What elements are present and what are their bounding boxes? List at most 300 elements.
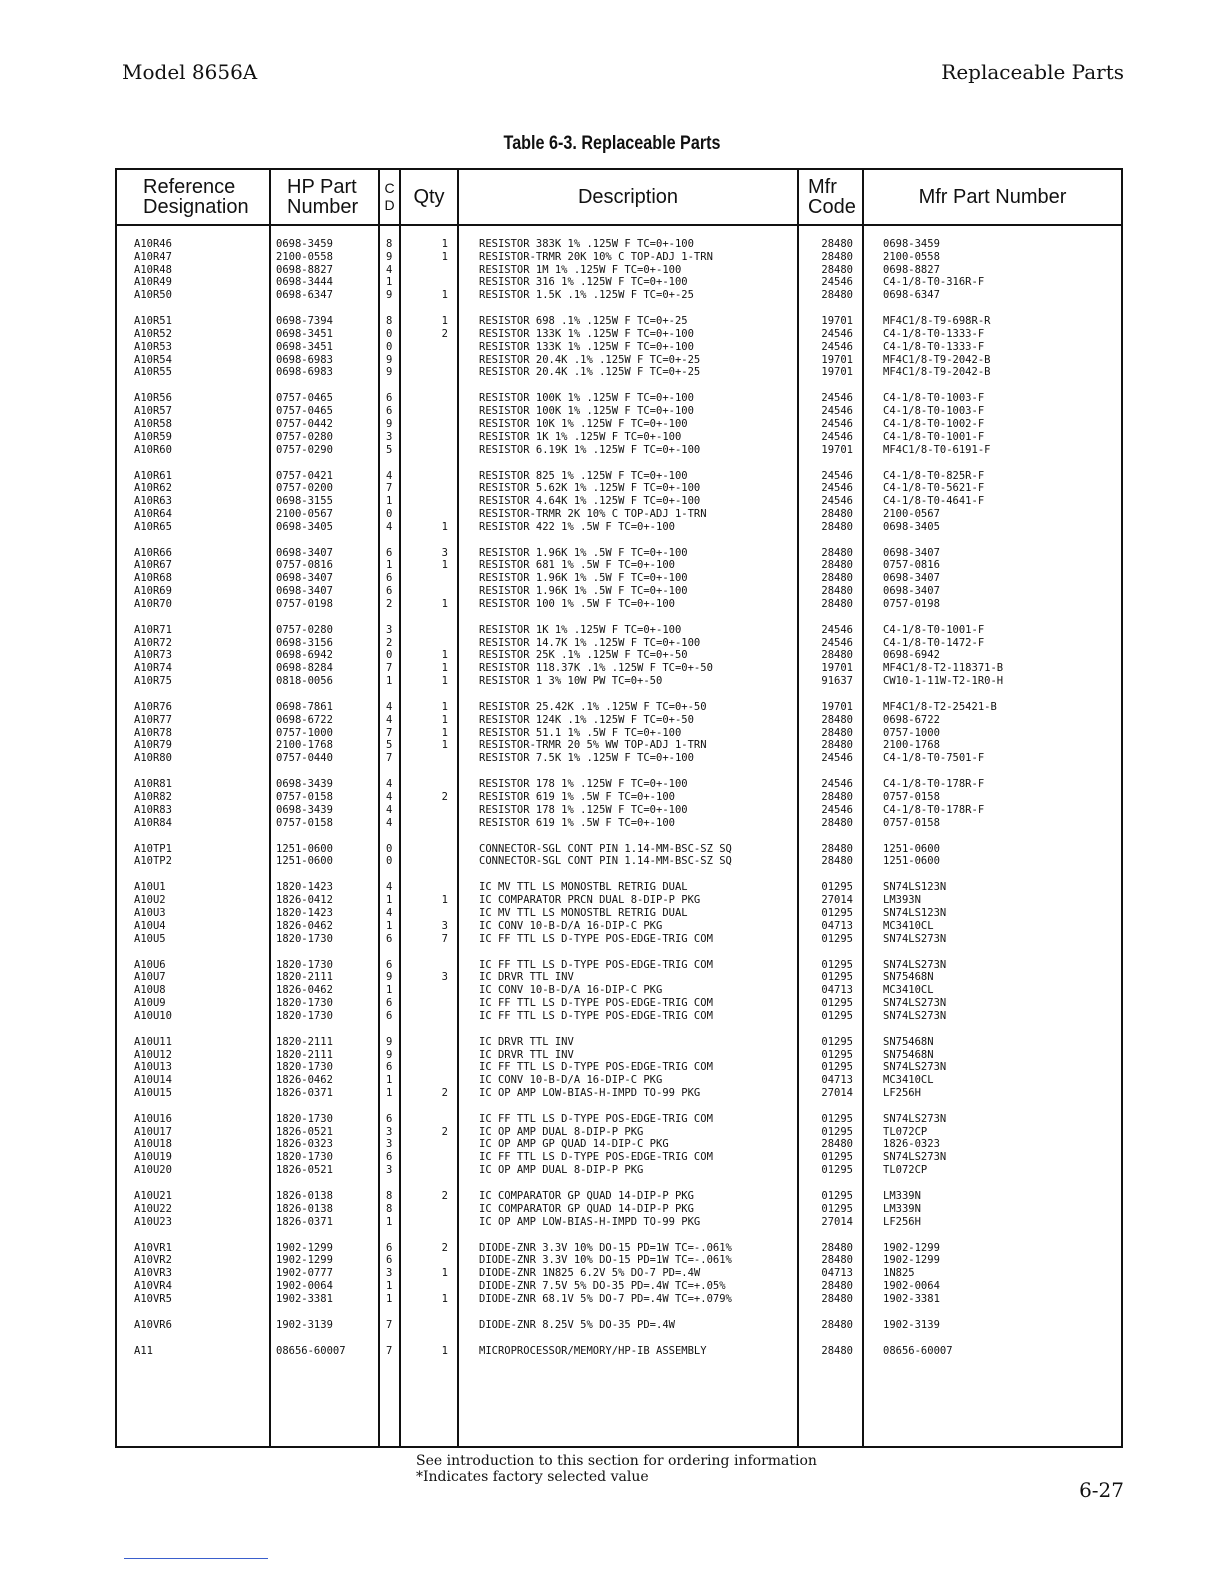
description: IC FF TTL LS D-TYPE POS-EDGE-TRIG COM — [479, 1009, 713, 1022]
mfr-code: 24546 — [821, 469, 853, 482]
ref-designation: A10U10 — [134, 1009, 172, 1022]
mfr-part-number: 1902-1299 — [883, 1254, 940, 1267]
table-row — [0, 843, 1224, 856]
description: RESISTOR 619 1% .5W F TC=0+-100 — [479, 816, 675, 829]
row-group — [0, 1190, 1224, 1228]
hp-part-number: 0698-7394 — [276, 315, 333, 328]
hp-part-number: 0698-3439 — [276, 778, 333, 791]
ref-designation: A10TP1 — [134, 842, 172, 855]
row-group — [0, 238, 1224, 302]
qty: 2 — [441, 1125, 448, 1138]
table-row — [0, 649, 1224, 662]
mfr-code: 24546 — [821, 482, 853, 495]
table-row — [0, 1061, 1224, 1074]
table-row — [0, 585, 1224, 598]
ref-designation: A10VR1 — [134, 1241, 172, 1254]
model-header: Model 8656A — [122, 60, 258, 84]
description: IC DRVR TTL INV — [479, 971, 574, 984]
table-row — [0, 1036, 1224, 1049]
hp-part-number: 1820-1730 — [276, 958, 333, 971]
table-row — [0, 328, 1224, 341]
mfr-code: 28480 — [821, 250, 853, 263]
qty: 1 — [441, 649, 448, 662]
hp-part-number: 0757-1000 — [276, 726, 333, 739]
ref-designation: A10U3 — [134, 906, 166, 919]
mfr-code: 28480 — [821, 649, 853, 662]
hp-part-number: 0698-8284 — [276, 662, 333, 675]
table-row — [0, 1049, 1224, 1062]
mfr-part-number: SN74LS273N — [883, 958, 947, 971]
mfr-code: 24546 — [821, 778, 853, 791]
description: RESISTOR 51.1 1% .5W F TC=0+-100 — [479, 726, 682, 739]
table-row — [0, 714, 1224, 727]
hp-part-number: 0698-3459 — [276, 238, 333, 250]
check-digit: 2 — [386, 636, 393, 649]
check-digit: 1 — [386, 984, 393, 997]
description: IC OP AMP DUAL 8-DIP-P PKG — [479, 1164, 644, 1177]
row-group — [0, 1113, 1224, 1177]
col-header-mfr-part-number — [864, 172, 1121, 222]
check-digit: 7 — [386, 1344, 393, 1357]
ref-designation: A10R64 — [134, 507, 172, 520]
mfr-part-number: SN74LS273N — [883, 1112, 947, 1125]
ref-designation: A10R72 — [134, 636, 172, 649]
table-row — [0, 920, 1224, 933]
description: IC DRVR TTL INV — [479, 1048, 574, 1061]
ref-designation: A10R48 — [134, 263, 172, 276]
description: IC FF TTL LS D-TYPE POS-EDGE-TRIG COM — [479, 958, 713, 971]
ref-designation: A10R82 — [134, 791, 172, 803]
qty: 1 — [441, 250, 448, 263]
qty: 2 — [441, 791, 448, 803]
check-digit: 0 — [386, 507, 393, 520]
mfr-code: 24546 — [821, 340, 853, 353]
mfr-code: 28480 — [821, 1138, 853, 1151]
check-digit: 4 — [386, 701, 393, 714]
row-group — [0, 1242, 1224, 1306]
check-digit: 9 — [386, 417, 393, 430]
col-header-reference-line2: Designation — [143, 196, 249, 218]
description: DIODE-ZNR 3.3V 10% DO-15 PD=1W TC=-.061% — [479, 1254, 732, 1267]
table-row — [0, 354, 1224, 367]
description: IC CONV 10-B-D/A 16-DIP-C PKG — [479, 919, 663, 932]
hp-part-number: 0757-0421 — [276, 469, 333, 482]
description: IC MV TTL LS MONOSTBL RETRIG DUAL — [479, 881, 688, 894]
table-row — [0, 752, 1224, 765]
qty: 3 — [441, 919, 448, 932]
hp-part-number: 1826-0323 — [276, 1138, 333, 1151]
table-row — [0, 521, 1224, 534]
mfr-part-number: LM393N — [883, 894, 921, 907]
mfr-part-number: MF4C1/8-T0-6191-F — [883, 443, 991, 456]
check-digit: 4 — [386, 520, 393, 533]
ref-designation: A10U22 — [134, 1202, 172, 1215]
mfr-part-number: 0698-6722 — [883, 713, 940, 726]
mfr-code: 28480 — [821, 1280, 853, 1293]
check-digit: 6 — [386, 585, 393, 598]
row-group — [0, 881, 1224, 945]
mfr-part-number: 0698-6942 — [883, 649, 940, 662]
table-row — [0, 572, 1224, 585]
mfr-part-number: MC3410CL — [883, 919, 934, 932]
mfr-code: 04713 — [821, 1074, 853, 1087]
check-digit: 8 — [386, 1190, 393, 1203]
hp-part-number: 1820-2111 — [276, 1048, 333, 1061]
ref-designation: A10U7 — [134, 971, 166, 984]
hp-part-number: 0757-0465 — [276, 392, 333, 405]
check-digit: 1 — [386, 675, 393, 688]
ref-designation: A10U6 — [134, 958, 166, 971]
col-header-reference — [143, 172, 249, 222]
mfr-code: 19701 — [821, 443, 853, 456]
description: RESISTOR 20.4K .1% .125W F TC=0+-25 — [479, 353, 701, 366]
mfr-code: 28480 — [821, 855, 853, 868]
hp-part-number: 2100-1768 — [276, 739, 333, 752]
ref-designation: A10R66 — [134, 546, 172, 559]
hp-part-number: 1820-1730 — [276, 1009, 333, 1022]
ref-designation: A10R51 — [134, 315, 172, 328]
table-row — [0, 1345, 1224, 1358]
mfr-part-number: MF4C1/8-T2-118371-B — [883, 662, 1004, 675]
ref-designation: A10R84 — [134, 816, 172, 829]
hp-part-number: 2100-0567 — [276, 507, 333, 520]
mfr-part-number: 0757-0158 — [883, 791, 940, 803]
check-digit: 6 — [386, 1254, 393, 1267]
mfr-code: 28480 — [821, 713, 853, 726]
mfr-part-number: LM339N — [883, 1190, 921, 1203]
ref-designation: A10R68 — [134, 572, 172, 585]
qty: 1 — [441, 662, 448, 675]
check-digit: 6 — [386, 1151, 393, 1164]
mfr-code: 28480 — [821, 546, 853, 559]
mfr-code: 24546 — [821, 623, 853, 636]
ref-designation: A10U13 — [134, 1061, 172, 1074]
ref-designation: A10U8 — [134, 984, 166, 997]
description: IC OP AMP GP QUAD 14-DIP-C PKG — [479, 1138, 669, 1151]
description: RESISTOR 1.96K 1% .5W F TC=0+-100 — [479, 572, 688, 585]
hp-part-number: 0698-6347 — [276, 289, 333, 302]
description: RESISTOR 1.5K .1% .125W F TC=0+-25 — [479, 289, 694, 302]
description: RESISTOR 1K 1% .125W F TC=0+-100 — [479, 430, 682, 443]
col-header-hp-part-line1: HP Part — [287, 176, 357, 198]
mfr-part-number: 0757-0816 — [883, 559, 940, 572]
row-group — [0, 392, 1224, 456]
qty: 2 — [441, 327, 448, 340]
mfr-part-number: 1902-3139 — [883, 1318, 940, 1331]
ref-designation: A10R79 — [134, 739, 172, 752]
qty: 1 — [441, 1344, 448, 1357]
hp-part-number: 1820-1730 — [276, 1061, 333, 1074]
description: RESISTOR 100K 1% .125W F TC=0+-100 — [479, 392, 694, 405]
qty: 3 — [441, 546, 448, 559]
check-digit: 9 — [386, 366, 393, 379]
check-digit: 1 — [386, 495, 393, 508]
hp-part-number: 1826-0138 — [276, 1202, 333, 1215]
description: RESISTOR 5.62K 1% .125W F TC=0+-100 — [479, 482, 701, 495]
check-digit: 6 — [386, 392, 393, 405]
mfr-part-number: 1902-1299 — [883, 1241, 940, 1254]
table-row — [0, 482, 1224, 495]
ref-designation: A10R63 — [134, 495, 172, 508]
hp-part-number: 1902-1299 — [276, 1254, 333, 1267]
mfr-part-number: SN75468N — [883, 1035, 934, 1048]
table-row — [0, 366, 1224, 379]
footer-factory-note: *Indicates factory selected value — [416, 1469, 649, 1485]
qty: 1 — [441, 559, 448, 572]
description: IC COMPARATOR PRCN DUAL 8-DIP-P PKG — [479, 894, 701, 907]
check-digit: 1 — [386, 894, 393, 907]
ref-designation: A10R67 — [134, 559, 172, 572]
mfr-part-number: C4-1/8-T0-1002-F — [883, 417, 985, 430]
ref-designation: A10R78 — [134, 726, 172, 739]
mfr-part-number: SN74LS123N — [883, 881, 947, 894]
mfr-code: 24546 — [821, 752, 853, 765]
col-header-description-label: Description — [577, 186, 679, 208]
mfr-code: 01295 — [821, 971, 853, 984]
table-row — [0, 1216, 1224, 1229]
mfr-part-number: LM339N — [883, 1202, 921, 1215]
description: RESISTOR 14.7K 1% .125W F TC=0+-100 — [479, 636, 701, 649]
qty: 1 — [441, 739, 448, 752]
mfr-part-number: SN74LS123N — [883, 906, 947, 919]
mfr-part-number: MC3410CL — [883, 984, 934, 997]
mfr-code: 28480 — [821, 1318, 853, 1331]
mfr-code: 19701 — [821, 701, 853, 714]
hp-part-number: 0698-8827 — [276, 263, 333, 276]
check-digit: 4 — [386, 469, 393, 482]
check-digit: 0 — [386, 340, 393, 353]
hp-part-number: 0757-0442 — [276, 417, 333, 430]
mfr-code: 28480 — [821, 572, 853, 585]
mfr-part-number: 2100-0558 — [883, 250, 940, 263]
description: RESISTOR 619 1% .5W F TC=0+-100 — [479, 791, 675, 803]
mfr-part-number: C4-1/8-T0-178R-F — [883, 803, 985, 816]
check-digit: 0 — [386, 855, 393, 868]
mfr-code: 24546 — [821, 803, 853, 816]
check-digit: 9 — [386, 1048, 393, 1061]
mfr-part-number: 0757-1000 — [883, 726, 940, 739]
col-header-qty — [401, 172, 457, 222]
check-digit: 4 — [386, 778, 393, 791]
hp-part-number: 1820-1423 — [276, 881, 333, 894]
mfr-part-number: MF4C1/8-T9-2042-B — [883, 353, 991, 366]
row-group — [0, 1319, 1224, 1332]
description: RESISTOR 133K 1% .125W F TC=0+-100 — [479, 340, 694, 353]
table-row — [0, 1010, 1224, 1023]
parts-table-body — [0, 238, 1224, 1371]
row-group — [0, 547, 1224, 611]
description: CONNECTOR-SGL CONT PIN 1.14-MM-BSC-SZ SQ — [479, 842, 732, 855]
description: RESISTOR 316 1% .125W F TC=0+-100 — [479, 276, 688, 289]
check-digit: 5 — [386, 739, 393, 752]
description: IC COMPARATOR GP QUAD 14-DIP-P PKG — [479, 1190, 694, 1203]
table-row — [0, 1280, 1224, 1293]
mfr-part-number: LF256H — [883, 1215, 921, 1228]
ref-designation: A10R50 — [134, 289, 172, 302]
mfr-code: 28480 — [821, 739, 853, 752]
table-row — [0, 1151, 1224, 1164]
qty: 1 — [441, 315, 448, 328]
mfr-code: 01295 — [821, 996, 853, 1009]
table-row — [0, 637, 1224, 650]
description: RESISTOR 4.64K 1% .125W F TC=0+-100 — [479, 495, 701, 508]
hp-part-number: 0757-0280 — [276, 430, 333, 443]
description: RESISTOR 698 .1% .125W F TC=0+-25 — [479, 315, 688, 328]
mfr-part-number: MC3410CL — [883, 1074, 934, 1087]
table-row — [0, 907, 1224, 920]
mfr-part-number: SN74LS273N — [883, 1151, 947, 1164]
row-group — [0, 470, 1224, 534]
table-row — [0, 1267, 1224, 1280]
mfr-part-number: C4-1/8-T0-1333-F — [883, 327, 985, 340]
check-digit: 7 — [386, 726, 393, 739]
check-digit: 3 — [386, 1138, 393, 1151]
mfr-part-number: 1902-0064 — [883, 1280, 940, 1293]
check-digit: 1 — [386, 276, 393, 289]
ref-designation: A10R77 — [134, 713, 172, 726]
table-row — [0, 1254, 1224, 1267]
row-group — [0, 778, 1224, 829]
hp-part-number: 0698-3407 — [276, 572, 333, 585]
table-row — [0, 508, 1224, 521]
table-row — [0, 971, 1224, 984]
check-digit: 4 — [386, 816, 393, 829]
description: DIODE-ZNR 3.3V 10% DO-15 PD=1W TC=-.061% — [479, 1241, 732, 1254]
ref-designation: A10R57 — [134, 405, 172, 418]
col-header-mfr-code-line1: Mfr — [808, 176, 837, 198]
mfr-part-number: 1251-0600 — [883, 842, 940, 855]
table-row — [0, 547, 1224, 560]
mfr-code: 28480 — [821, 1241, 853, 1254]
description: RESISTOR 25K .1% .125W F TC=0+-50 — [479, 649, 688, 662]
hp-part-number: 0757-0440 — [276, 752, 333, 765]
table-row — [0, 1087, 1224, 1100]
table-row — [0, 662, 1224, 675]
ref-designation: A10R73 — [134, 649, 172, 662]
check-digit: 1 — [386, 1280, 393, 1293]
mfr-part-number: C4-1/8-T0-1003-F — [883, 392, 985, 405]
row-group — [0, 1345, 1224, 1358]
ref-designation: A10R54 — [134, 353, 172, 366]
hp-part-number: 0698-3405 — [276, 520, 333, 533]
footer-notes — [416, 1453, 817, 1485]
mfr-part-number: C4-1/8-T0-7501-F — [883, 752, 985, 765]
check-digit: 1 — [386, 1215, 393, 1228]
ref-designation: A10U21 — [134, 1190, 172, 1203]
hp-part-number: 1902-3139 — [276, 1318, 333, 1331]
hp-part-number: 0757-0158 — [276, 816, 333, 829]
mfr-part-number: 0698-3407 — [883, 572, 940, 585]
table-row — [0, 276, 1224, 289]
row-group — [0, 843, 1224, 869]
mfr-code: 24546 — [821, 495, 853, 508]
qty: 2 — [441, 1086, 448, 1099]
hp-part-number: 1826-0521 — [276, 1164, 333, 1177]
mfr-part-number: 0698-3407 — [883, 546, 940, 559]
hp-part-number: 1826-0412 — [276, 894, 333, 907]
description: IC FF TTL LS D-TYPE POS-EDGE-TRIG COM — [479, 1151, 713, 1164]
description: RESISTOR 100K 1% .125W F TC=0+-100 — [479, 405, 694, 418]
mfr-code: 24546 — [821, 417, 853, 430]
mfr-code: 28480 — [821, 585, 853, 598]
hp-part-number: 0698-3451 — [276, 327, 333, 340]
hp-part-number: 0818-0056 — [276, 675, 333, 688]
table-row — [0, 598, 1224, 611]
hp-part-number: 0757-0158 — [276, 791, 333, 803]
ref-designation: A10R83 — [134, 803, 172, 816]
hp-part-number: 0698-6722 — [276, 713, 333, 726]
mfr-part-number: 0757-0158 — [883, 816, 940, 829]
hp-part-number: 0698-3451 — [276, 340, 333, 353]
hp-part-number: 1826-0462 — [276, 1074, 333, 1087]
table-row — [0, 1074, 1224, 1087]
hp-part-number: 1826-0138 — [276, 1190, 333, 1203]
check-digit: 6 — [386, 958, 393, 971]
mfr-code: 04713 — [821, 984, 853, 997]
description: RESISTOR 1 3% 10W PW TC=0+-50 — [479, 675, 663, 688]
check-digit: 3 — [386, 1164, 393, 1177]
check-digit: 9 — [386, 289, 393, 302]
ref-designation: A10U15 — [134, 1086, 172, 1099]
mfr-part-number: MF4C1/8-T2-25421-B — [883, 701, 997, 714]
table-row — [0, 1242, 1224, 1255]
hp-part-number: 1826-0371 — [276, 1215, 333, 1228]
ref-designation: A10U9 — [134, 996, 166, 1009]
table-row — [0, 1138, 1224, 1151]
mfr-part-number: 2100-0567 — [883, 507, 940, 520]
ref-designation: A10U11 — [134, 1035, 172, 1048]
mfr-part-number: MF4C1/8-T9-2042-B — [883, 366, 991, 379]
description: IC DRVR TTL INV — [479, 1035, 574, 1048]
ref-designation: A10VR3 — [134, 1267, 172, 1280]
mfr-part-number: 0698-3459 — [883, 238, 940, 250]
mfr-part-number: SN74LS273N — [883, 1009, 947, 1022]
hp-part-number: 0698-3407 — [276, 546, 333, 559]
col-header-cd — [380, 172, 399, 222]
mfr-part-number: MF4C1/8-T9-698R-R — [883, 315, 991, 328]
hp-part-number: 1820-1730 — [276, 932, 333, 945]
description: RESISTOR 825 1% .125W F TC=0+-100 — [479, 469, 688, 482]
stray-rule — [124, 1558, 268, 1559]
description: IC OP AMP DUAL 8-DIP-P PKG — [479, 1125, 644, 1138]
mfr-code: 01295 — [821, 932, 853, 945]
table-row — [0, 894, 1224, 907]
mfr-part-number: C4-1/8-T0-1472-F — [883, 636, 985, 649]
mfr-code: 27014 — [821, 894, 853, 907]
mfr-part-number: 1902-3381 — [883, 1292, 940, 1305]
mfr-code: 28480 — [821, 289, 853, 302]
table-row — [0, 444, 1224, 457]
mfr-part-number: 0698-3405 — [883, 520, 940, 533]
col-header-qty-label: Qty — [413, 186, 445, 208]
check-digit: 6 — [386, 546, 393, 559]
description: RESISTOR-TRMR 2K 10% C TOP-ADJ 1-TRN — [479, 507, 707, 520]
table-row — [0, 392, 1224, 405]
description: RESISTOR 1K 1% .125W F TC=0+-100 — [479, 623, 682, 636]
mfr-part-number: LF256H — [883, 1086, 921, 1099]
check-digit: 4 — [386, 906, 393, 919]
check-digit: 6 — [386, 1241, 393, 1254]
description: RESISTOR 124K .1% .125W F TC=0+-50 — [479, 713, 694, 726]
mfr-part-number: C4-1/8-T0-825R-F — [883, 469, 985, 482]
qty: 7 — [441, 932, 448, 945]
check-digit: 1 — [386, 1074, 393, 1087]
qty: 3 — [441, 971, 448, 984]
check-digit: 7 — [386, 482, 393, 495]
description: IC CONV 10-B-D/A 16-DIP-C PKG — [479, 984, 663, 997]
ref-designation: A10VR6 — [134, 1318, 172, 1331]
mfr-code: 28480 — [821, 726, 853, 739]
